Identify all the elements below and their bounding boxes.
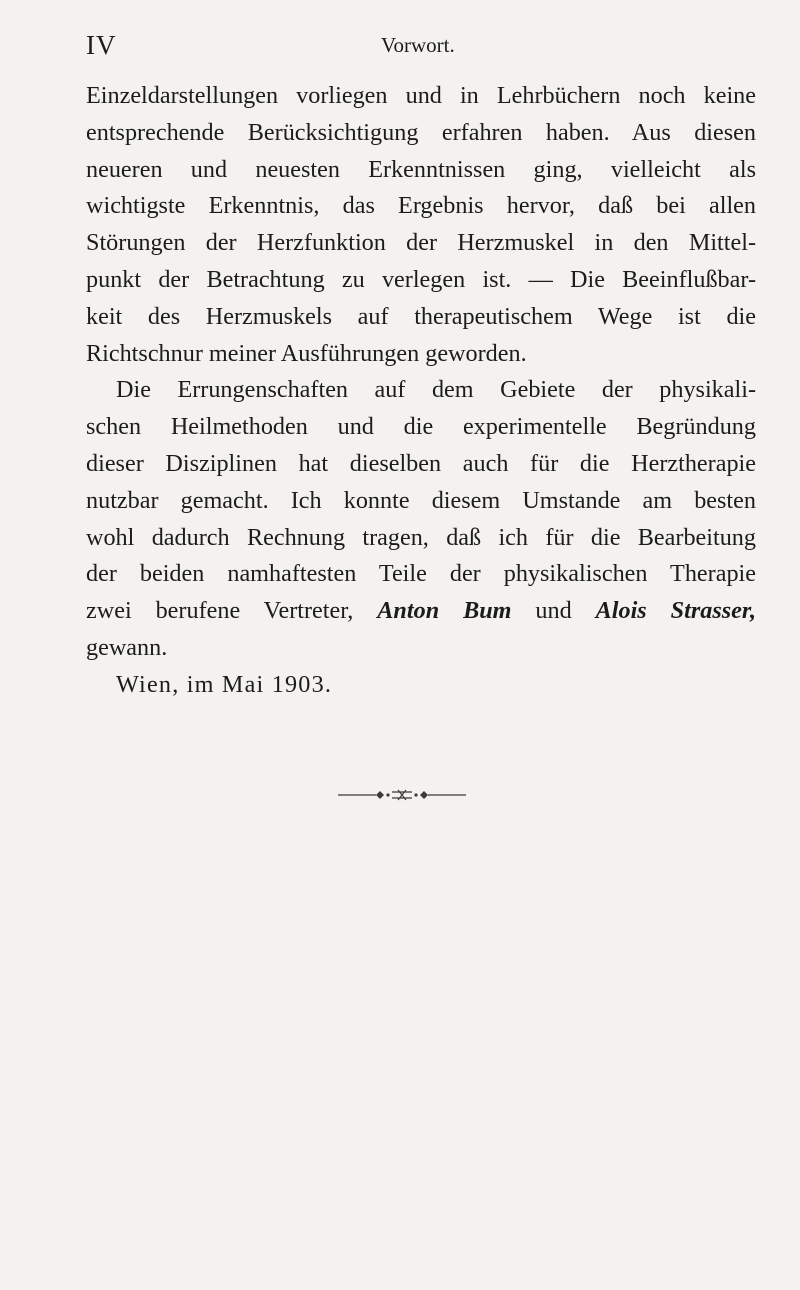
text-line: dieser Disziplinen hat dieselben auch für die Herztherapie — [86, 449, 756, 477]
author-name: Anton Bum — [377, 597, 512, 625]
text-line: keit des Herzmuskels auf therapeutischem Wege ist die — [86, 302, 756, 330]
running-title: Vorwort. — [381, 33, 455, 57]
text-line: Einzeldarstellungen vorliegen und in Lehrbüchern noch keine — [86, 82, 756, 109]
conjunction: und — [535, 597, 572, 625]
end-ornament-icon — [338, 788, 466, 802]
body-text — [86, 78, 756, 704]
text-line: neueren und neuesten Erkenntnissen ging, vielleicht als — [86, 155, 756, 183]
page-number: IV — [86, 30, 117, 60]
place-date: Wien, im Mai 1903. — [116, 670, 333, 698]
line-prefix: zwei berufene Vertreter, — [86, 597, 354, 625]
text-line-with-authors — [86, 593, 756, 630]
text-line: der beiden namhaftesten Teile der physikalischen Therapie — [86, 560, 756, 588]
text-line: Störungen der Herzfunktion der Herzmuskel in den Mittel- — [86, 229, 756, 257]
text-line: schen Heilmethoden und die experimentelle Begründung — [86, 413, 756, 441]
text-line: Die Errungenschaften auf dem Gebiete der physikali- — [116, 376, 756, 404]
text-line: wohl dadurch Rechnung tragen, daß ich für die Bearbeitung — [86, 523, 756, 551]
page-header — [86, 30, 756, 70]
text-line: Richtschnur meiner Ausführungen geworden. — [86, 339, 527, 367]
text-line: wichtigste Erkenntnis, das Ergebnis hervor, daß bei allen — [86, 192, 756, 220]
text-line: entsprechende Berücksichtigung erfahren haben. Aus diesen — [86, 118, 756, 146]
text-line: gewann. — [86, 633, 168, 661]
text-line: punkt der Betrachtung zu verlegen ist. — Die Beeinflußbar- — [86, 265, 756, 293]
text-line: nutzbar gemacht. Ich konnte diesem Umstande am besten — [86, 486, 756, 514]
author-name: Alois Strasser, — [595, 597, 757, 625]
